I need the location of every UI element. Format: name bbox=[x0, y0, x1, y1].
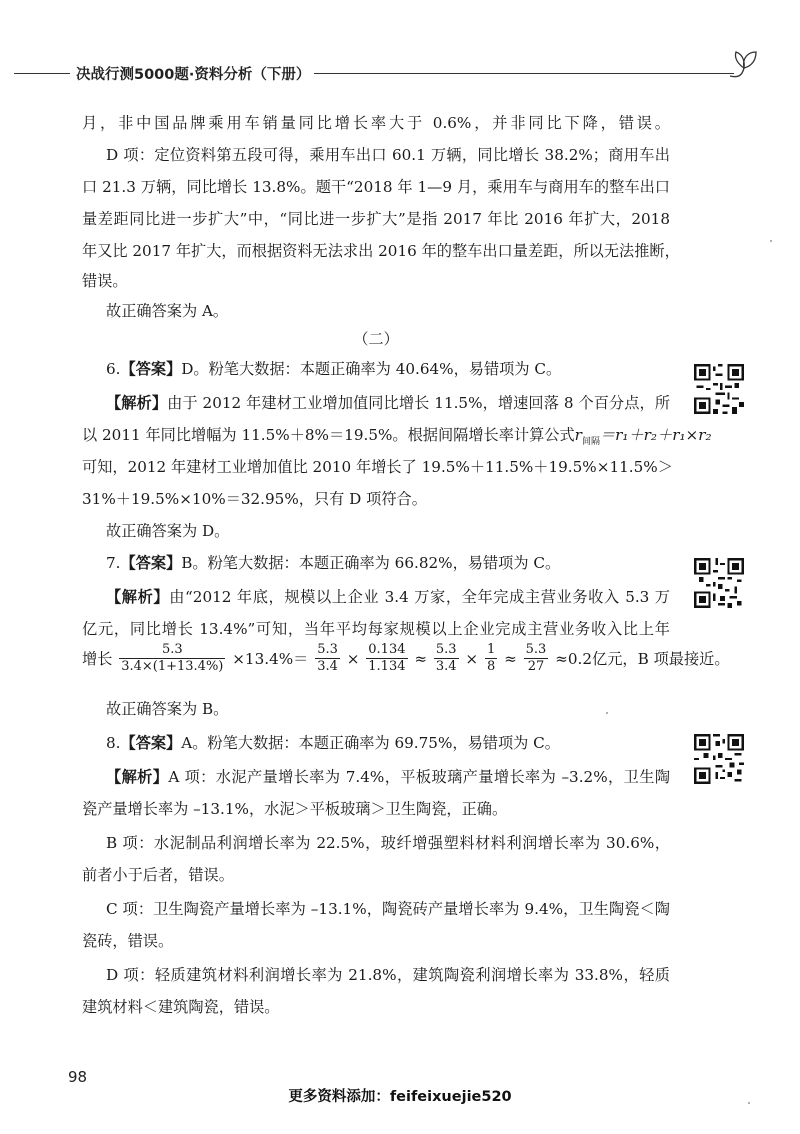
qr-code-icon[interactable] bbox=[694, 364, 744, 414]
answer-text: A。粉笔大数据：本题正确率为 69.75%，易错项为 C。 bbox=[181, 734, 560, 752]
analysis-text: 由于 2012 年建材工业增加值同比增长 11.5%，增速回落 8 个百分点，所 bbox=[167, 394, 671, 412]
formula-text: ≈0.2亿元，B 项最接近。 bbox=[555, 650, 730, 668]
denominator: 3.4×(1+13.4%) bbox=[121, 659, 224, 674]
question-number: 8. bbox=[106, 734, 121, 752]
denominator: 3.4 bbox=[317, 659, 338, 674]
formula-text: ×13.4%＝ bbox=[232, 650, 309, 668]
text-line: 月，非中国品牌乘用车销量同比增长率大于 0.6%，并非同比下降，错误。 bbox=[82, 114, 670, 132]
answer-text: D。粉笔大数据：本题正确率为 40.64%，易错项为 C。 bbox=[181, 360, 562, 378]
text-line: 年又比 2017 年扩大，而根据资料无法求出 2016 年的整车出口量差距，所以无法推断， bbox=[82, 242, 680, 260]
text-line: 错误。 bbox=[82, 272, 128, 290]
footer-note: 更多资料添加：feifeixuejie520 bbox=[288, 1089, 512, 1105]
page-number: 98 bbox=[68, 1068, 88, 1086]
formula-r: r bbox=[574, 426, 582, 444]
formula-subscript: 间隔 bbox=[581, 437, 600, 448]
denominator: 27 bbox=[527, 659, 545, 674]
formula-text: ≈ bbox=[504, 649, 517, 668]
analysis-line bbox=[106, 586, 670, 608]
fraction bbox=[366, 642, 407, 675]
answer-line-6 bbox=[106, 358, 561, 380]
formula-text: 增长 bbox=[82, 650, 113, 668]
numerator: 5.3 bbox=[525, 642, 547, 657]
formula-expression: ＝r₁＋r₂＋r₁×r₂ bbox=[599, 426, 712, 444]
conclusion-line: 故正确答案为 B。 bbox=[106, 700, 229, 718]
fraction-formula bbox=[82, 642, 730, 686]
text-line: 口 21.3 万辆，同比增长 13.8%。题干“2018 年 1—9 月，乘用车与商用车的整车出口 bbox=[82, 178, 670, 196]
scan-speck bbox=[770, 240, 772, 242]
analysis-line bbox=[106, 392, 670, 414]
analysis-line: 前者小于后者，错误。 bbox=[82, 866, 234, 884]
text-line: 量差距同比进一步扩大”中，“同比进一步扩大”是指 2017 年比 2016 年扩大，2018 bbox=[82, 210, 670, 228]
numerator: 0.134 bbox=[368, 642, 406, 657]
analysis-line bbox=[106, 766, 670, 788]
conclusion-line: 故正确答案为 D。 bbox=[106, 522, 230, 540]
fraction bbox=[524, 642, 549, 675]
sprout-icon bbox=[722, 46, 762, 86]
text-line: 故正确答案为 A。 bbox=[106, 302, 229, 320]
analysis-line: C 项：卫生陶瓷产量增长率为 –13.1%，陶瓷砖产量增长率为 9.4%，卫生陶瓷＜陶 bbox=[106, 900, 670, 918]
answer-line-7 bbox=[106, 552, 560, 574]
text-line: D 项：定位资料第五段可得，乘用车出口 60.1 万辆，同比增长 38.2%；商用车出 bbox=[106, 146, 670, 164]
header-title: 决战行测5000题·资料分析（下册） bbox=[76, 67, 311, 83]
analysis-line: 可知，2012 年建材工业增加值比 2010 年增长了 19.5%＋11.5%＋19.5%×11.5%＞ bbox=[82, 458, 673, 476]
fraction bbox=[485, 642, 497, 675]
analysis-line: 建筑材料＜建筑陶瓷，错误。 bbox=[82, 998, 280, 1016]
question-number: 7. bbox=[106, 554, 121, 572]
analysis-tag: 【解析】 bbox=[106, 768, 169, 786]
answer-tag: 【答案】 bbox=[120, 360, 182, 378]
running-header bbox=[0, 62, 800, 86]
question-number: 6. bbox=[106, 360, 121, 378]
numerator: 5.3 bbox=[119, 642, 225, 659]
formula-text: ≈ bbox=[414, 649, 428, 668]
header-rule-right bbox=[314, 73, 734, 74]
scan-speck bbox=[606, 712, 608, 714]
analysis-tag: 【解析】 bbox=[106, 588, 170, 606]
analysis-line: 瓷产量增长率为 –13.1%，水泥＞平板玻璃＞卫生陶瓷，正确。 bbox=[82, 800, 508, 818]
numerator: 5.3 bbox=[435, 642, 457, 657]
analysis-line bbox=[82, 424, 712, 446]
denominator: 8 bbox=[486, 659, 496, 674]
answer-text: B。粉笔大数据：本题正确率为 66.82%，易错项为 C。 bbox=[181, 554, 561, 572]
fraction bbox=[315, 642, 340, 675]
analysis-line: B 项：水泥制品利润增长率为 22.5%，玻纤增强塑料材料利润增长率为 30.6%， bbox=[106, 834, 670, 852]
analysis-tag: 【解析】 bbox=[106, 394, 168, 412]
analysis-line: D 项：轻质建筑材料利润增长率为 21.8%，建筑陶瓷利润增长率为 33.8%，轻质 bbox=[106, 966, 670, 984]
analysis-line: 亿元，同比增长 13.4%”可知，当年平均每家规模以上企业完成主营业务收入比上年 bbox=[82, 620, 670, 638]
header-rule-left bbox=[14, 73, 70, 74]
formula-text: × bbox=[346, 649, 360, 668]
analysis-line: 瓷砖，错误。 bbox=[82, 932, 174, 950]
fraction bbox=[434, 642, 459, 675]
qr-code-icon[interactable] bbox=[694, 558, 744, 608]
answer-tag: 【答案】 bbox=[120, 554, 182, 572]
answer-tag: 【答案】 bbox=[120, 734, 182, 752]
analysis-text: A 项：水泥产量增长率为 7.4%，平板玻璃产量增长率为 –3.2%，卫生陶 bbox=[168, 768, 671, 786]
analysis-text: 以 2011 年同比增幅为 11.5%＋8%＝19.5%。根据间隔增长率计算公式 bbox=[82, 426, 575, 444]
denominator: 3.4 bbox=[435, 659, 457, 674]
numerator: 1 bbox=[486, 642, 496, 657]
analysis-line: 31%＋19.5%×10%＝32.95%，只有 D 项符合。 bbox=[82, 490, 427, 508]
qr-code-icon[interactable] bbox=[694, 734, 744, 784]
denominator: 1.134 bbox=[368, 659, 406, 674]
analysis-text: 由“2012 年底，规模以上企业 3.4 万家，全年完成主营业务收入 5.3 万 bbox=[169, 588, 670, 606]
answer-line-8 bbox=[106, 732, 560, 754]
section-heading: （二） bbox=[353, 330, 399, 348]
fraction bbox=[119, 642, 225, 675]
numerator: 5.3 bbox=[317, 642, 338, 657]
formula-text: × bbox=[465, 649, 479, 668]
